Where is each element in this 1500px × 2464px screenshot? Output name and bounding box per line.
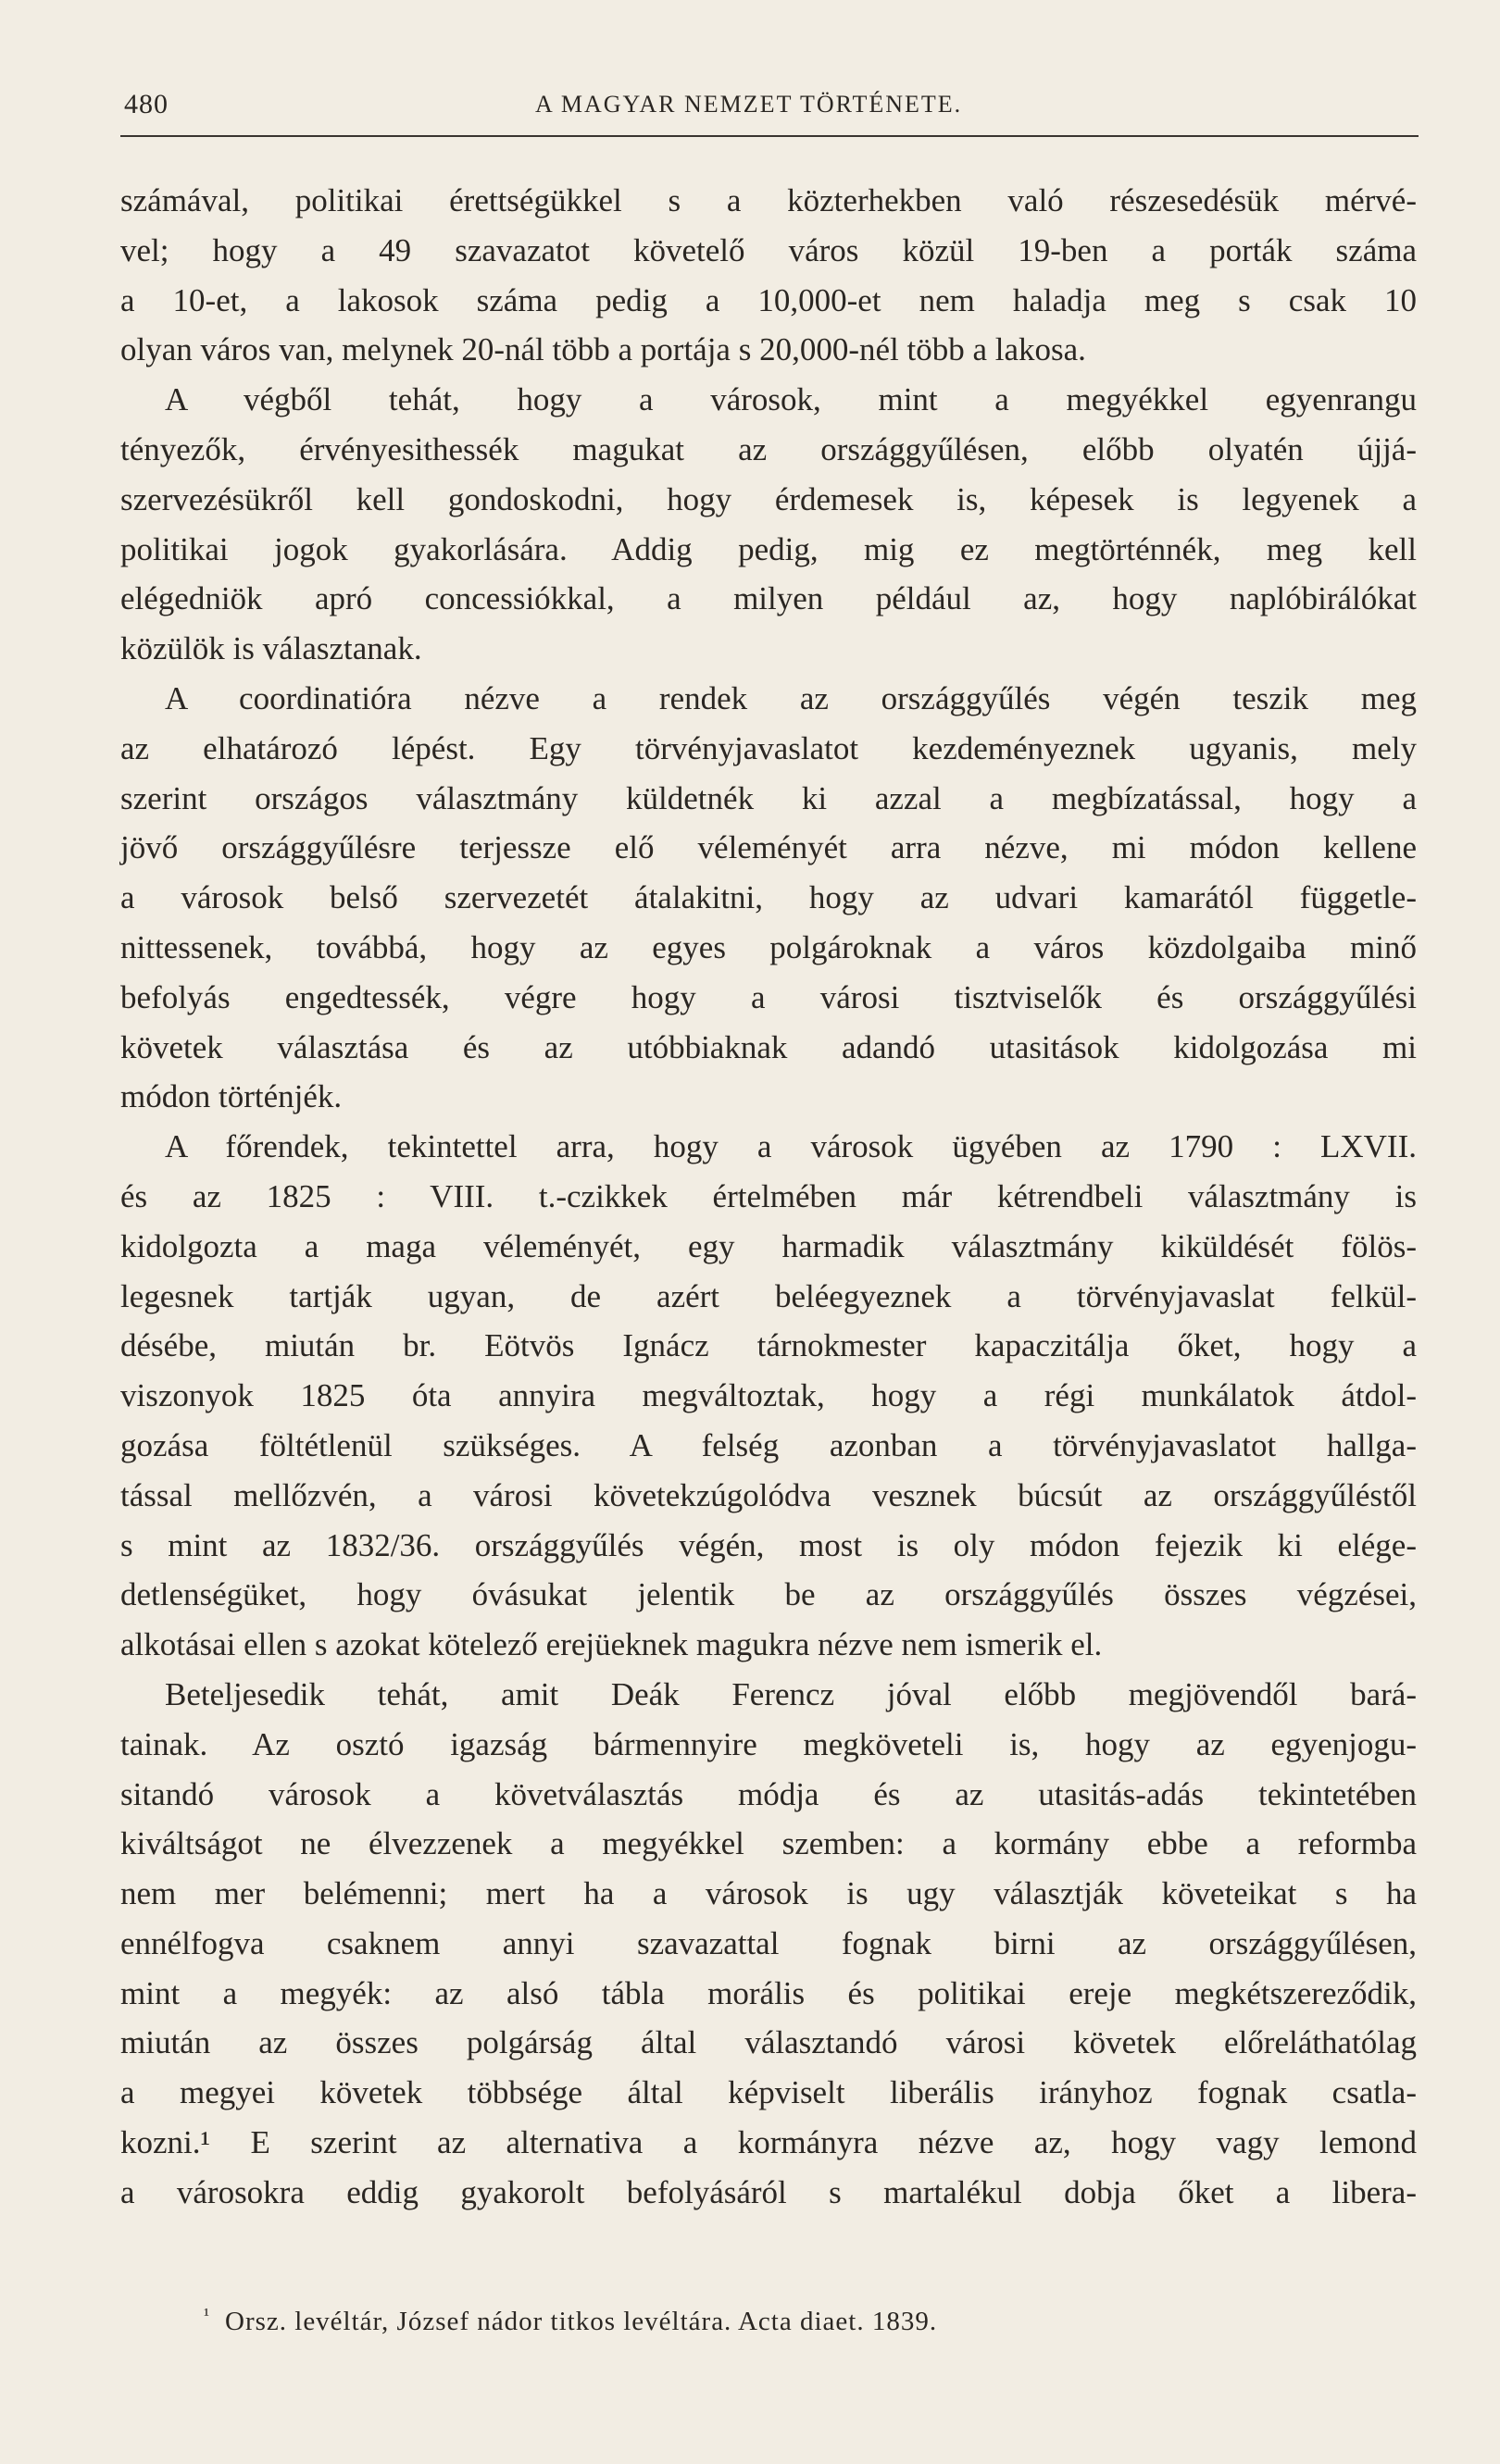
text-line: vel; hogy a 49 szavazatot követelő város közül 19-ben a porták száma bbox=[120, 231, 1417, 268]
running-title: A MAGYAR NEMZET TÖRTÉNETE. bbox=[535, 91, 963, 118]
text-line: a megyei követek többsége által képviselt liberális irányhoz fognak csatla- bbox=[120, 2074, 1417, 2111]
text-line: tással mellőzvén, a városi követekzúgolódva vesznek búcsút az országgyűléstől bbox=[120, 1476, 1417, 1513]
text-line: miután az összes polgárság által választandó városi követek előreláthatólag bbox=[120, 2024, 1417, 2061]
text-line: tainak. Az osztó igazság bármennyire megköveteli is, hogy az egyenjogu- bbox=[120, 1725, 1417, 1762]
text-line: módon történjék. bbox=[120, 1078, 343, 1115]
text-line: A végből tehát, hogy a városok, mint a megyékkel egyenrangu bbox=[165, 381, 1417, 418]
footnote-marker: ¹ bbox=[204, 2305, 210, 2325]
text-line: nittessenek, továbbá, hogy az egyes polgároknak a város közdolgaiba minő bbox=[120, 928, 1417, 965]
text-line: elégedniök apró concessiókkal, a milyen például az, hogy naplóbirálókat bbox=[120, 580, 1417, 617]
text-line: szervezésükről kell gondoskodni, hogy érdemesek is, képesek is legyenek a bbox=[120, 480, 1417, 517]
text-line: ennélfogva csaknem annyi szavazattal fognak birni az országgyűlésen, bbox=[120, 1924, 1417, 1961]
footnote bbox=[204, 2305, 1315, 2337]
text-line: közülök is választanak. bbox=[120, 630, 422, 667]
text-line: politikai jogok gyakorlására. Addig pedig, mig ez megtörténnék, meg kell bbox=[120, 530, 1417, 567]
text-line: jövő országgyűlésre terjessze elő véleményét arra nézve, mi módon kellene bbox=[120, 829, 1417, 866]
text-line: Beteljesedik tehát, amit Deák Ferencz jóval előbb megjövendől bará- bbox=[165, 1675, 1417, 1712]
text-line: A coordinatióra nézve a rendek az országgyűlés végén teszik meg bbox=[165, 679, 1417, 716]
header-rule bbox=[120, 135, 1419, 137]
text-line: kidolgozta a maga véleményét, egy harmadik választmány kiküldését fölös- bbox=[120, 1227, 1417, 1264]
text-line: a 10-et, a lakosok száma pedig a 10,000-et nem haladja meg s csak 10 bbox=[120, 281, 1417, 318]
text-line: követek választása és az utóbbiaknak adandó utasitások kidolgozása mi bbox=[120, 1028, 1417, 1065]
text-line: gozása föltétlenül szükséges. A felség azonban a törvényjavaslatot hallga- bbox=[120, 1426, 1417, 1463]
text-line: legesnek tartják ugyan, de azért beléegyeznek a törvényjavaslat felkül- bbox=[120, 1277, 1417, 1314]
text-line: A főrendek, tekintettel arra, hogy a városok ügyében az 1790 : LXVII. bbox=[165, 1128, 1417, 1165]
text-line: s mint az 1832/36. országgyűlés végén, most is oly módon fejezik ki elége- bbox=[120, 1526, 1417, 1563]
text-line: detlenségüket, hogy óvásukat jelentik be az országgyűlés összes végzései, bbox=[120, 1576, 1417, 1613]
text-line: szerint országos választmány küldetnék ki azzal a megbízatással, hogy a bbox=[120, 779, 1417, 816]
text-line: az elhatározó lépést. Egy törvényjavaslatot kezdeményeznek ugyanis, mely bbox=[120, 729, 1417, 766]
text-line: sitandó városok a követválasztás módja és az utasitás-adás tekintetében bbox=[120, 1775, 1417, 1812]
text-line: számával, politikai érettségükkel s a közterhekben való részesedésük mérvé- bbox=[120, 182, 1417, 218]
text-line: mint a megyék: az alsó tábla morális és politikai ereje megkétszereződik, bbox=[120, 1974, 1417, 2011]
footnote-text: Orsz. levéltár, József nádor titkos levéltára. Acta diaet. 1839. bbox=[225, 2307, 938, 2336]
text-line: kozni.¹ E szerint az alternativa a kormányra nézve az, hogy vagy lemond bbox=[120, 2124, 1417, 2161]
text-line: és az 1825 : VIII. t.-czikkek értelmében már kétrendbeli választmány is bbox=[120, 1177, 1417, 1214]
text-line: tényezők, érvényesithessék magukat az országgyűlésen, előbb olyatén újjá- bbox=[120, 430, 1417, 467]
body-text bbox=[120, 176, 1417, 2218]
text-line: kiváltságot ne élvezzenek a megyékkel szemben: a kormány ebbe a reformba bbox=[120, 1825, 1417, 1862]
text-line: désébe, miután br. Eötvös Ignácz tárnokmester kapaczitálja őket, hogy a bbox=[120, 1327, 1417, 1364]
running-header bbox=[124, 89, 1420, 130]
text-line: viszonyok 1825 óta annyira megváltoztak, hogy a régi munkálatok átdol- bbox=[120, 1377, 1417, 1414]
text-line: a városok belső szervezetét átalakitni, hogy az udvari kamarától függetle- bbox=[120, 879, 1417, 916]
page-number: 480 bbox=[124, 89, 169, 119]
text-line: a városokra eddig gyakorolt befolyásáról s martalékul dobja őket a libera- bbox=[120, 2173, 1417, 2210]
text-line: nem mer belémenni; mert ha a városok is ugy választják követeikat s ha bbox=[120, 1875, 1417, 1912]
text-line: alkotásai ellen s azokat kötelező erejüeknek magukra nézve nem ismerik el. bbox=[120, 1626, 1103, 1663]
text-line: befolyás engedtessék, végre hogy a városi tisztviselők és országgyűlési bbox=[120, 978, 1417, 1015]
text-line: olyan város van, melynek 20-nál több a portája s 20,000-nél több a lakosa. bbox=[120, 331, 1086, 368]
